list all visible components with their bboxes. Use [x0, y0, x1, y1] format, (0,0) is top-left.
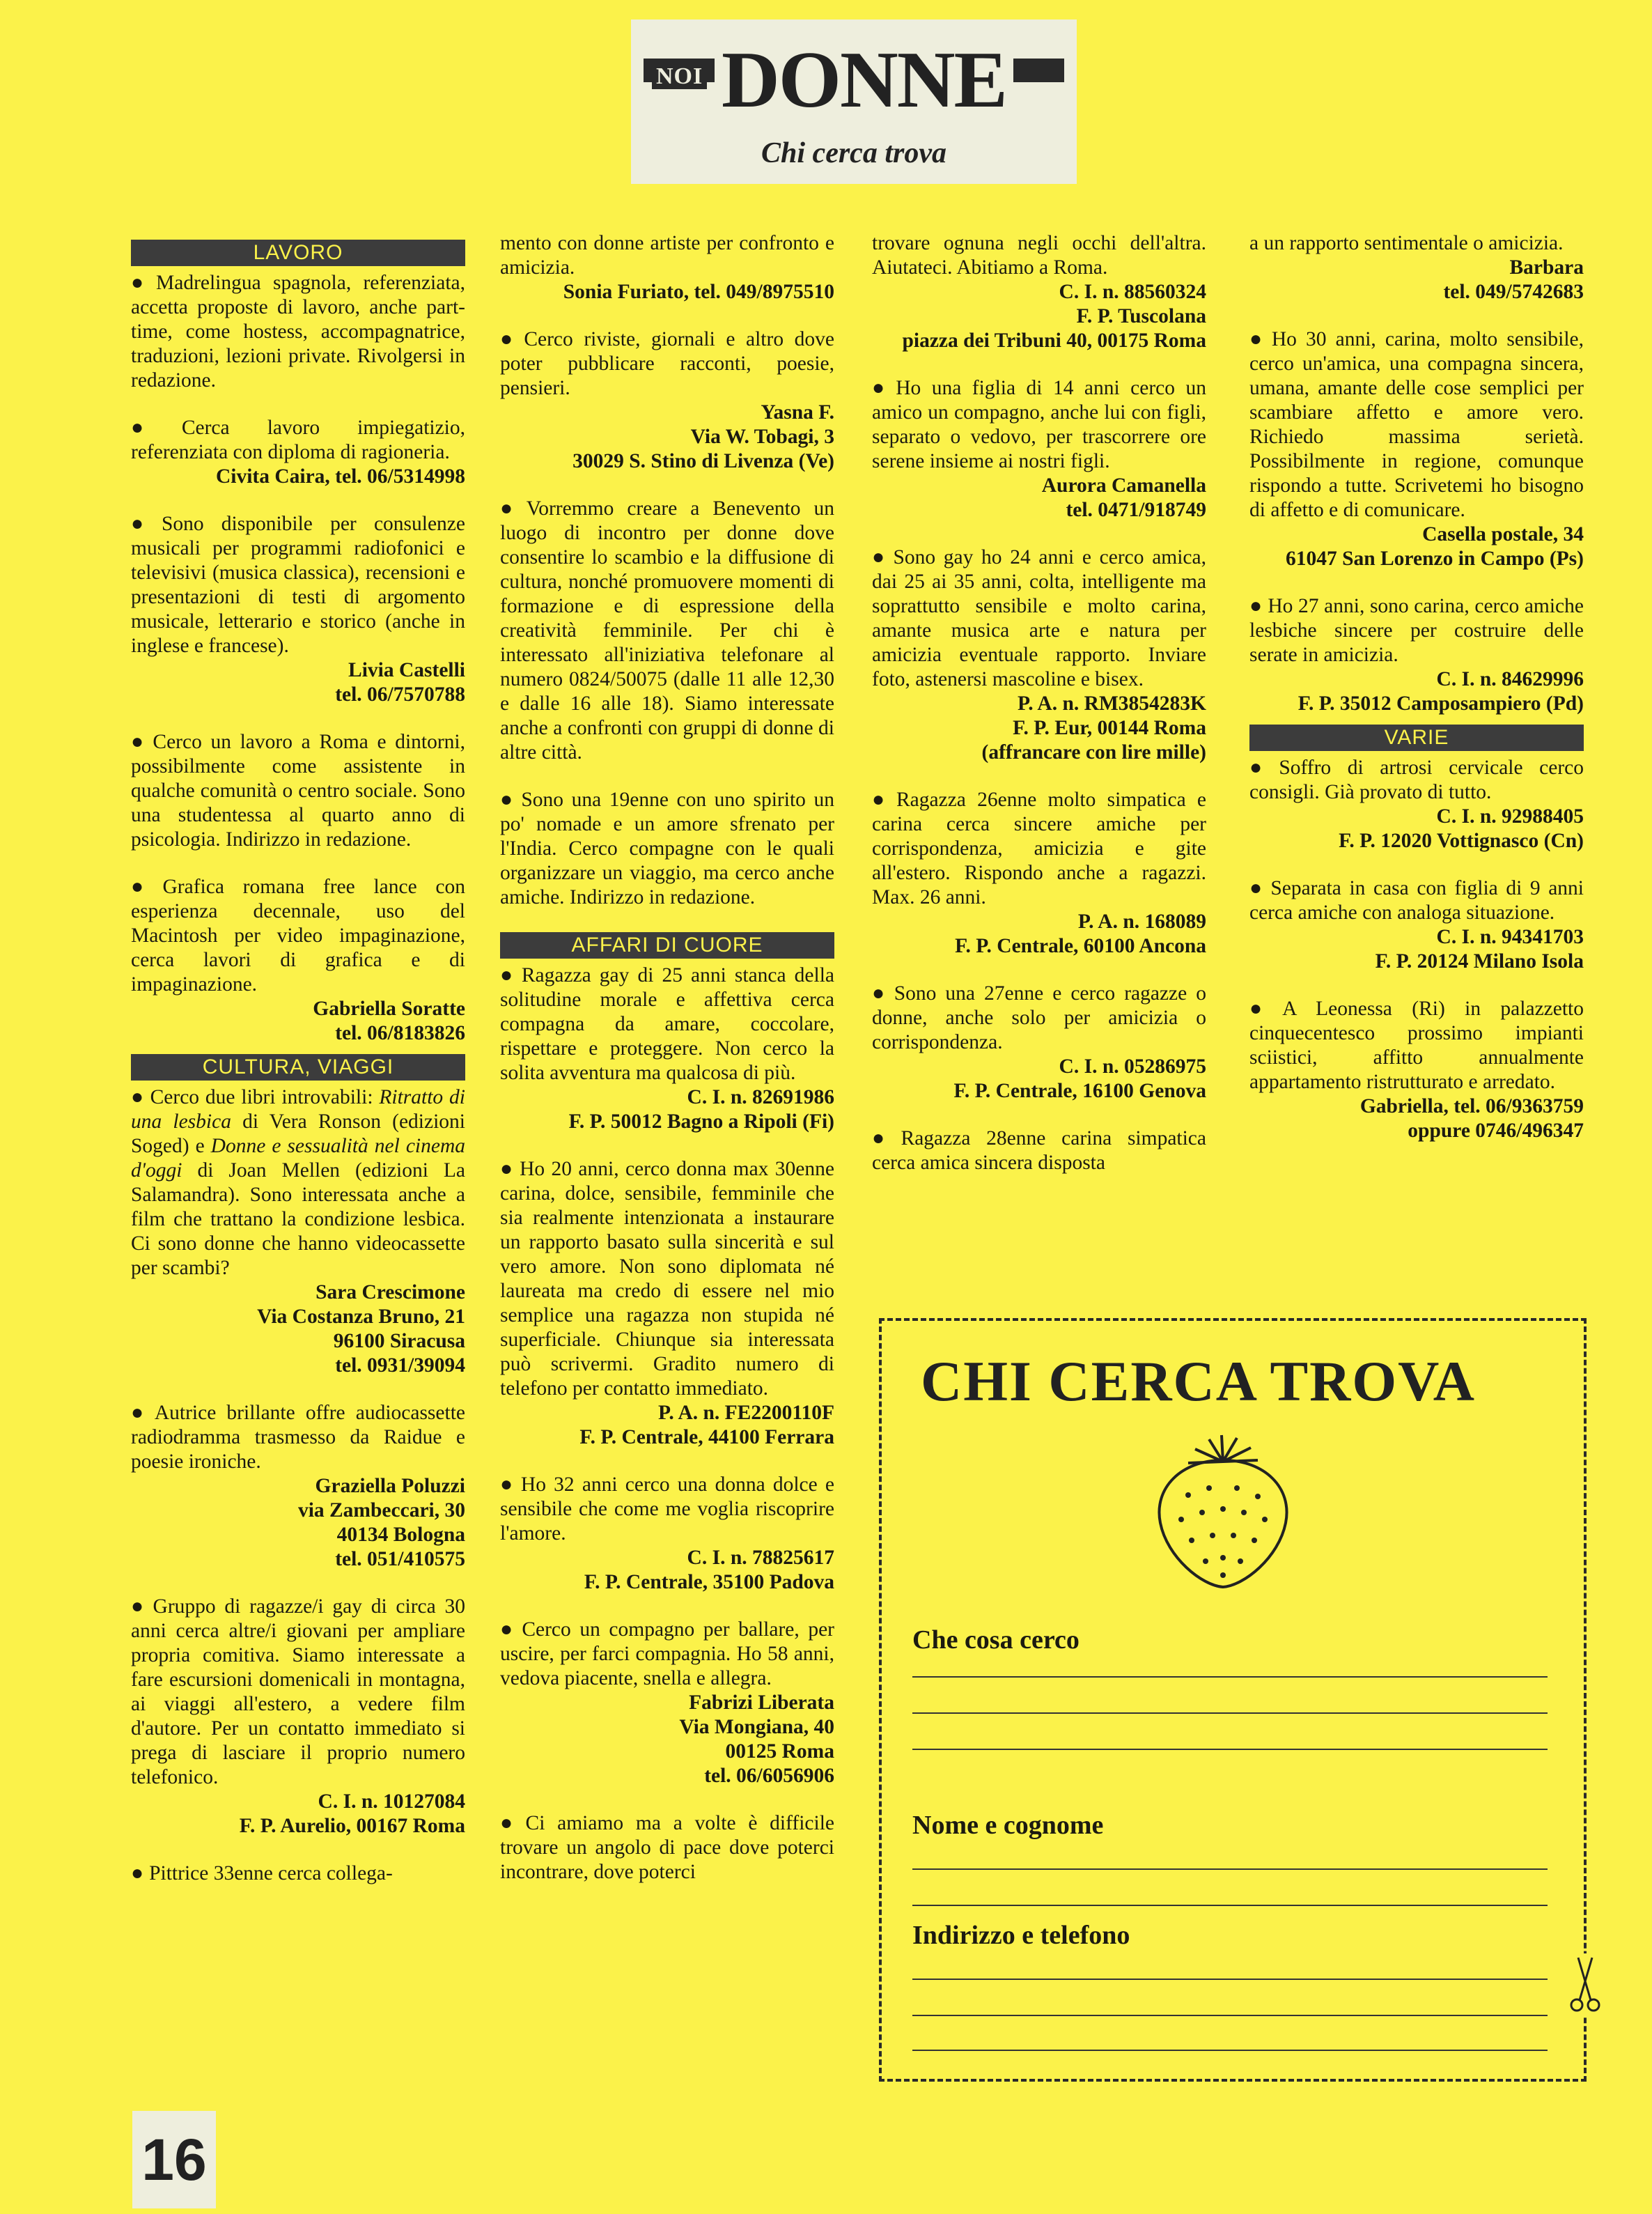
write-line[interactable]	[912, 2015, 1548, 2016]
section-affari-di-cuore: AFFARI DI CUORE	[500, 932, 834, 959]
bullet-icon: ●	[500, 1811, 520, 1834]
bullet-icon: ●	[500, 1473, 515, 1496]
ad-contact: F. P. Centrale, 44100 Ferrara	[579, 1426, 834, 1448]
ad-contact: Barbara	[1509, 256, 1584, 279]
classified-ad: ● A Leonessa (Ri) in palazzetto cinquecentesco prossimo impianti sciistici, affitto annualmente appartamento ristrutturato e arredato. Gabriella, tel. 06/9363759 oppure 0746/496347	[1249, 997, 1584, 1142]
classified-ad: mento con donne artiste per confronto e amicizia. Sonia Furiato, tel. 049/8975510	[500, 232, 834, 303]
classified-ad: ● Ragazza 26enne molto simpatica e carina cerca sincere amiche per corrispondenza, amicizia e gite all'estero. Rispondo anche a ragazzi. Max. 26 anni. P. A. n. 168089 F. P. Centrale, 60100 Ancona	[872, 788, 1206, 957]
classified-ad: ● Sono una 27enne e cerco ragazze o donne, anche solo per amicizia o corrispondenza. C. I. n. 05286975 F. P. Centrale, 16100 Genova	[872, 982, 1206, 1102]
classified-ad: ● Ho 27 anni, sono carina, cerco amiche lesbiche sincere per costruire delle serate in amicizia. C. I. n. 84629996 F. P. 35012 Camposampiero (Pd)	[1249, 594, 1584, 715]
classified-ad: ● Sono gay ho 24 anni e cerco amica, dai 25 ai 35 anni, colta, intelligente ma soprattutto sensibile e molto carina, amante musica arte e natura per amicizia eventuale rapporto. Inviare foto, astenersi mascoline e bisex. P. A. n. RM3854283K F. P. Eur, 00144 Roma (affrancare con lire mille)	[872, 545, 1206, 764]
ad-contact: Graziella Poluzzi	[315, 1475, 465, 1497]
column-3	[872, 231, 1206, 1198]
write-line[interactable]	[912, 1868, 1548, 1870]
classified-ad: ● Cerco due libri introvabili: Ritratto di una lesbica di Vera Ronson (edizioni Soged) e Donne e sessualità nel cinema d'oggi di Joan Mellen (edizioni La Salamandra). Sono interessata anche a film che trattano la condizione lesbica. Ci sono donne che hanno videocassette per scambi? Sara Crescimone Via Costanza Bruno, 21 96100 Siracusa tel. 0931/39094	[131, 1085, 466, 1377]
ad-contact: Sonia Furiato, tel. 049/8975510	[563, 281, 834, 303]
classified-ad: a un rapporto sentimentale o amicizia. Barbara tel. 049/5742683	[1249, 232, 1584, 303]
ad-contact: Livia Castelli	[348, 659, 465, 681]
ad-contact: Via Mongiana, 40	[679, 1716, 834, 1738]
classified-ad: ● Sono una 19enne con uno spirito un po' nomade e un amore sfrenato per l'India. Cerco compagne con le quali organizzare un viaggio, ma cerco anche amiche. Indirizzo in redazione.	[500, 788, 834, 908]
classified-ad: ● Grafica romana free lance con esperienza decennale, uso del Macintosh per video impaginazione, cerca lavori di grafica e di impaginazione. Gabriella Soratte tel. 06/8183826	[131, 875, 466, 1044]
bullet-icon: ●	[131, 1861, 144, 1884]
ad-contact: Aurora Camanella	[1041, 474, 1206, 497]
section-subtitle: Chi cerca trova	[761, 137, 946, 169]
page-number: 16	[132, 2111, 216, 2208]
column-1	[131, 230, 465, 1908]
ad-contact: C. I. n. 82691986	[687, 1086, 834, 1108]
ad-contact: tel. 0931/39094	[335, 1354, 465, 1377]
ad-contact: 61047 San Lorenzo in Campo (Ps)	[1285, 548, 1584, 570]
classified-ad: trovare ognuna negli occhi dell'altra. Aiutateci. Abitiamo a Roma. C. I. n. 88560324 F. P. Tuscolana piazza dei Tribuni 40, 00175 Roma	[872, 232, 1206, 352]
bullet-icon: ●	[1249, 327, 1266, 350]
brand-large: DONNE	[715, 35, 1013, 125]
bullet-icon: ●	[1249, 997, 1277, 1020]
brand-small: NOI	[652, 64, 707, 89]
classified-ad: ● Ho 30 anni, carina, molto sensibile, cerco un'amica, una compagna sincera, umana, amante delle cose semplici per scambiare affetto e amore vero. Richiedo massima serietà. Possibilmente in regione, comunque rispondo a tutte. Scrivetemi ho bisogno di affetto e di comunicare. Casella postale, 34 61047 San Lorenzo in Campo (Ps)	[1249, 327, 1584, 570]
bullet-icon: ●	[500, 788, 516, 811]
bullet-icon: ●	[872, 788, 891, 811]
section-varie: VARIE	[1249, 725, 1584, 751]
bullet-icon: ●	[1249, 594, 1263, 617]
ad-contact: Casella postale, 34	[1422, 523, 1584, 545]
bullet-icon: ●	[500, 1157, 515, 1180]
ad-contact: Via W. Tobagi, 3	[690, 426, 834, 448]
field-label-nome-cognome: Nome e cognome	[912, 1811, 1104, 1840]
bullet-icon: ●	[131, 875, 157, 898]
bullet-icon: ●	[131, 416, 176, 439]
ad-contact: C. I. n. 78825617	[687, 1547, 834, 1569]
bullet-icon: ●	[1249, 756, 1274, 779]
ad-contact: tel. 051/410575	[335, 1548, 465, 1570]
ad-contact: F. P. Centrale, 16100 Genova	[953, 1080, 1206, 1102]
ad-contact: tel. 049/5742683	[1443, 281, 1584, 303]
classified-ad: ● Autrice brillante offre audiocassette radiodramma trasmesso da Raidue e poesie ironiche. Graziella Poluzzi via Zambeccari, 30 40134 Bologna tel. 051/410575	[131, 1401, 465, 1570]
section-cultura-viaggi: CULTURA, VIAGGI	[131, 1054, 465, 1081]
ad-contact: 96100 Siracusa	[333, 1330, 465, 1352]
ad-contact: 40134 Bologna	[336, 1524, 465, 1546]
bullet-icon: ●	[872, 982, 889, 1005]
ad-contact: F. P. 12020 Vottignasco (Cn)	[1339, 830, 1584, 852]
ad-contact: P. A. n. 168089	[1077, 911, 1206, 933]
write-line[interactable]	[912, 1676, 1548, 1678]
masthead	[631, 20, 1077, 184]
write-line[interactable]	[912, 1905, 1548, 1906]
classified-ad: ● Separata in casa con figlia di 9 anni cerca amiche con analoga situazione. C. I. n. 94341703 F. P. 20124 Milano Isola	[1249, 876, 1584, 973]
ad-contact: F. P. Centrale, 60100 Ancona	[955, 935, 1206, 957]
ad-contact: F. P. Eur, 00144 Roma	[1013, 717, 1206, 739]
ad-contact: Gabriella, tel. 06/9363759	[1359, 1095, 1584, 1117]
classified-ad: ● Ci amiamo ma a volte è difficile trovare un angolo di pace dove poterci incontrare, dove poterci	[500, 1811, 835, 1883]
ad-contact: F. P. 35012 Camposampiero (Pd)	[1298, 692, 1584, 715]
ad-contact: F. P. Centrale, 35100 Padova	[584, 1571, 834, 1593]
bullet-icon: ●	[500, 1618, 517, 1641]
ad-contact: tel. 06/8183826	[335, 1022, 465, 1044]
classified-ad: ● Cerco un lavoro a Roma e dintorni, possibilmente come assistente in qualche comunità o centro sociale. Sono una studentessa al quarto anno di psicologia. Indirizzo in redazione.	[131, 730, 465, 851]
bullet-icon: ●	[131, 1595, 148, 1618]
bullet-icon: ●	[131, 730, 148, 753]
ad-contact: Sara Crescimone	[315, 1281, 465, 1303]
ad-contact: tel. 06/7570788	[335, 683, 465, 706]
ad-contact: tel. 0471/918749	[1066, 499, 1206, 521]
classified-ad: ● Ho una figlia di 14 anni cerco un amico un compagno, anche lui con figli, separato o vedovo, per trascorrere ore serene insieme ai nostri figli. Aurora Camanella tel. 0471/918749	[872, 376, 1206, 521]
column-4	[1249, 231, 1584, 1166]
ad-contact: P. A. n. FE2200110F	[658, 1402, 834, 1424]
bullet-icon: ●	[500, 497, 521, 520]
bullet-icon: ●	[131, 512, 156, 535]
ad-contact: 00125 Roma	[725, 1740, 834, 1763]
coupon-form	[879, 1318, 1587, 2082]
ad-contact: (affrancare con lire mille)	[981, 741, 1206, 764]
ad-contact: F. P. 20124 Milano Isola	[1375, 950, 1584, 973]
ad-contact: C. I. n. 88560324	[1059, 281, 1206, 303]
ad-contact: Gabriella Soratte	[313, 998, 465, 1020]
column-2	[500, 231, 834, 1907]
ad-contact: P. A. n. RM3854283K	[1018, 692, 1206, 715]
bullet-icon: ●	[872, 1127, 896, 1149]
bullet-icon: ●	[500, 327, 519, 350]
ad-contact: F. P. 50012 Bagno a Ripoli (Fi)	[568, 1110, 834, 1133]
classified-ad: ● Gruppo di ragazze/i gay di circa 30 anni cerca altre/i giovani per ampliare propria comitiva. Siamo interessate a fare escursioni domenicali in montagna, ai viaggi all'estero, a vedere film d'autore. Per un contatto immediato si prega di lasciare il proprio numero telefonico. C. I. n. 10127084 F. P. Aurelio, 00167 Roma	[131, 1595, 465, 1837]
bullet-icon: ●	[1249, 876, 1265, 899]
classified-ad: ● Ragazza gay di 25 anni stanca della solitudine morale e affettiva cerca compagna da amare, coccolare, rispettare e proteggere. Non cerco la solita avventura ma qualcosa di più. C. I. n. 82691986 F. P. 50012 Bagno a Ripoli (Fi)	[500, 963, 835, 1133]
classified-ad: ● Ho 20 anni, cerco donna max 30enne carina, dolce, sensibile, femminile che sia realmente intenzionata a instaurare un rapporto basato sulla sincerità e sul vero amore. Non sono diplomata né laureata ma credo di essere nel mio semplice una ragazza non stupida né superficiale. Chiunque sia interessata può scrivermi. Gradito numero di telefono per contatto immediato. P. A. n. FE2200110F F. P. Centrale, 44100 Ferrara	[500, 1157, 834, 1448]
write-line[interactable]	[912, 2050, 1548, 2051]
section-lavoro: LAVORO	[131, 240, 465, 266]
classified-ad: ● Ho 32 anni cerco una donna dolce e sensibile che come me voglia riscoprire l'amore. C. I. n. 78825617 F. P. Centrale, 35100 Padova	[500, 1473, 834, 1593]
ad-contact: C. I. n. 10127084	[318, 1790, 465, 1813]
ad-contact: oppure 0746/496347	[1408, 1120, 1584, 1142]
strawberry-icon	[1139, 1432, 1307, 1593]
write-line[interactable]	[912, 1712, 1548, 1714]
classified-ad: ● Cerco riviste, giornali e altro dove poter pubblicare racconti, poesie, pensieri. Yasna F. Via W. Tobagi, 3 30029 S. Stino di Livenza (Ve)	[500, 327, 834, 472]
bullet-icon: ●	[131, 1401, 149, 1424]
scissors-icon	[1568, 1953, 1602, 2016]
classified-ad: ● Soffro di artrosi cervicale cerco consigli. Già provato di tutto. C. I. n. 92988405 F. P. 12020 Vottignasco (Cn)	[1249, 756, 1584, 852]
ad-contact: 30029 S. Stino di Livenza (Ve)	[572, 450, 834, 472]
write-line[interactable]	[912, 1749, 1548, 1750]
classified-ad: ● Cerca lavoro impiegatizio, referenziata con diploma di ragioneria. Civita Caira, tel. 06/5314998	[131, 416, 465, 488]
ad-contact: tel. 06/6056906	[704, 1765, 834, 1787]
bullet-icon: ●	[131, 271, 150, 294]
classified-ad: ● Madrelingua spagnola, referenziata, accetta proposte di lavoro, anche part-time, come hostess, accompagnatrice, traduzioni, lezioni private. Rivolgersi in redazione.	[131, 271, 466, 392]
ad-contact: Fabrizi Liberata	[689, 1692, 834, 1714]
ad-contact: piazza dei Tribuni 40, 00175 Roma	[902, 330, 1206, 352]
bullet-icon: ●	[500, 963, 516, 986]
ad-contact: Civita Caira, tel. 06/5314998	[215, 465, 465, 488]
ad-contact: C. I. n. 92988405	[1436, 805, 1584, 828]
classified-ad: ● Sono disponibile per consulenze musicali per programmi radiofonici e televisivi (musica classica), recensioni e presentazioni di testi di argomento musicale, letterario e storico (anche in inglese e francese). Livia Castelli tel. 06/7570788	[131, 512, 465, 706]
field-label-indirizzo-telefono: Indirizzo e telefono	[912, 1921, 1130, 1950]
ad-contact: C. I. n. 94341703	[1436, 926, 1584, 948]
ad-contact: F. P. Aurelio, 00167 Roma	[239, 1815, 465, 1837]
ad-contact: via Zambeccari, 30	[297, 1499, 465, 1522]
ad-contact: Via Costanza Bruno, 21	[257, 1306, 465, 1328]
classified-ad: ● Cerco un compagno per ballare, per uscire, per farci compagnia. Ho 58 anni, vedova piacente, snella e allegra. Fabrizi Liberata Via Mongiana, 40 00125 Roma tel. 06/6056906	[500, 1618, 834, 1787]
ad-contact: C. I. n. 84629996	[1436, 668, 1584, 690]
field-label-cosa-cerco: Che cosa cerco	[912, 1625, 1080, 1655]
ad-contact: C. I. n. 05286975	[1059, 1055, 1206, 1078]
write-line[interactable]	[912, 1979, 1548, 1980]
bullet-icon: ●	[872, 376, 891, 399]
ad-contact: Yasna F.	[761, 401, 834, 424]
bullet-icon: ●	[872, 545, 888, 568]
classified-ad: ● Pittrice 33enne cerca collega-	[131, 1861, 393, 1884]
coupon-title: CHI CERCA TROVA	[921, 1349, 1476, 1413]
classified-ad: ● Vorremmo creare a Benevento un luogo di incontro per donne dove consentire lo scambio e la diffusione di cultura, nonché promuovere momenti di formazione e di espressione della creatività femminile. Per chi è interessato all'iniziativa telefonare al numero 0824/50075 (dalle 11 alle 12,30 e dalle 16 alle 18). Siamo interessate anche a confronti con gruppi di donne di altre città.	[500, 497, 834, 764]
classified-ad: ● Ragazza 28enne carina simpatica cerca amica sincera disposta	[872, 1127, 1206, 1174]
ad-contact: F. P. Tuscolana	[1076, 305, 1206, 327]
bullet-icon: ●	[131, 1085, 145, 1108]
